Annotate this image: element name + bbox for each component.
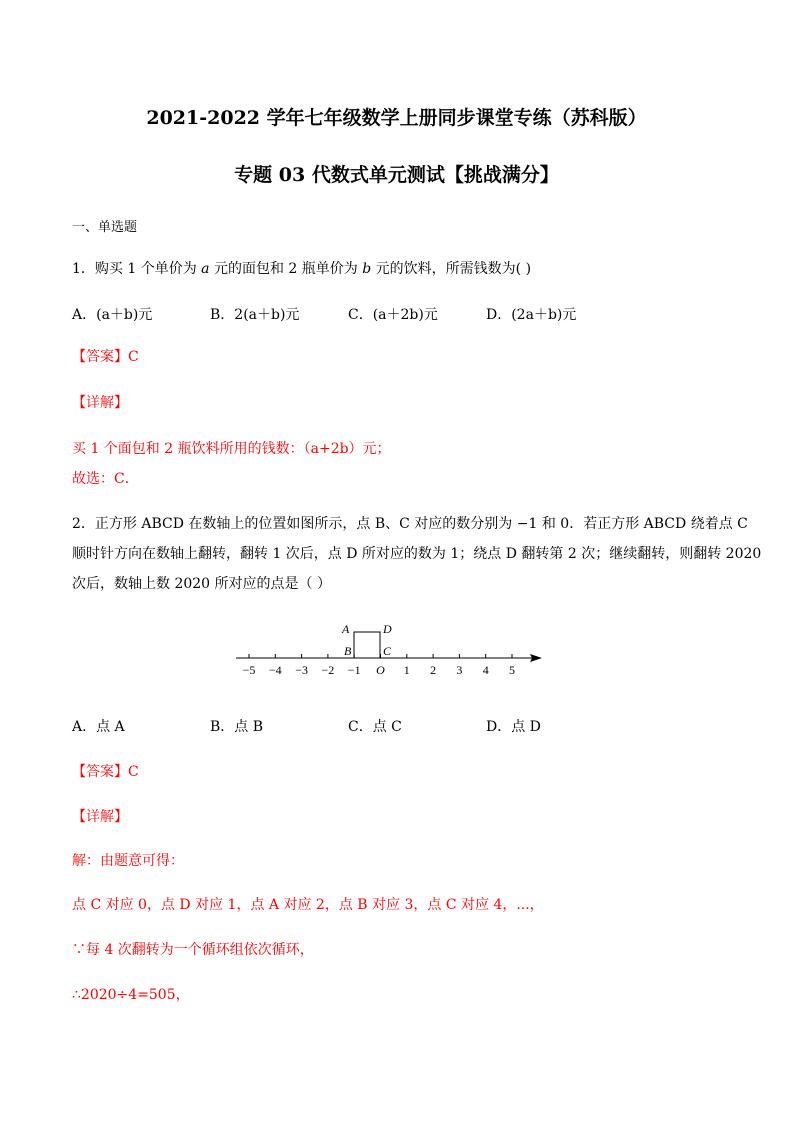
vertex-label-b: B [344,644,352,658]
question-2-explanation-2: 点 C 对应 0，点 D 对应 1，点 A 对应 2，点 B 对应 3，点 C 对应 4，...， [72,897,544,913]
question-2-line-2: 顺时针方向在数轴上翻转，翻转 1 次后，点 D 所对应的数为 1；绕点 D 翻转第 2 次；继续翻转，则翻转 2020 [72,546,762,562]
axis-tick-labels [243,663,515,677]
axis-tick-label: 2 [430,663,437,677]
number-line-figure [232,618,552,688]
vertex-label-c: C [383,644,392,658]
question-1-option-b: B．2(a＋b)元 [210,307,300,323]
vertex-label-d: D [383,622,392,636]
question-2-explanation-3: ∵每 4 次翻转为一个循环组依次循环， [72,942,314,958]
question-1-detail-label: 【详解】 [72,395,128,411]
axis-tick-label: −1 [347,663,361,677]
question-1-text: 1．购买 1 个单价为 a 元的面包和 2 瓶单价为 b 元的饮料，所需钱数为( ) [72,261,532,277]
question-1-option-a: A．(a＋b)元 [72,307,153,323]
question-2-option-c: C．点 C [348,719,402,735]
axis-tick-label: O [376,663,385,677]
vertex-label-a: A [342,622,350,636]
question-1-answer: 【答案】C [72,349,139,365]
question-1-option-d: D．(2a＋b)元 [486,307,577,323]
question-2-detail-label: 【详解】 [72,809,128,825]
question-2-explanation-4: ∴2020÷4=505， [72,987,190,1003]
axis-tick-label: −4 [268,663,282,677]
square-abcd [354,632,380,658]
question-1-option-c: C．(a＋2b)元 [348,307,438,323]
question-2-option-b: B．点 B [210,719,264,735]
axis-tick-label: −5 [242,663,256,677]
axis-tick-label: 1 [403,663,410,677]
question-2-option-a: A．点 A [72,719,125,735]
question-1-explanation-1: 买 1 个面包和 2 瓶饮料所用的钱数：（a+2b）元； [72,441,391,457]
axis-tick-label: 3 [456,663,463,677]
axis-tick-label: −3 [295,663,308,677]
axis-tick-label: 5 [509,663,515,677]
question-2-line-1: 2．正方形 ABCD 在数轴上的位置如图所示，点 B、C 对应的数分别为 −1 和 0．若正方形 ABCD 绕着点 C [72,516,748,532]
question-1-explanation-2: 故选：C． [72,471,139,487]
question-2-explanation-1: 解：由题意可得： [72,853,184,869]
axis-tick-label: 4 [482,663,489,677]
question-2-option-d: D．点 D [486,719,541,735]
section-heading: 一、单选题 [72,220,138,235]
axis-tick-label: −2 [321,663,335,677]
document-title: 2021-2022 学年七年级数学上册同步课堂专练（苏科版） [146,107,647,129]
question-2-answer: 【答案】C [72,764,139,780]
axis-ticks [249,654,512,658]
question-2-line-3: 次后，数轴上数 2020 所对应的点是（ ） [72,576,331,592]
document-subtitle: 专题 03 代数式单元测试【挑战满分】 [234,164,559,186]
